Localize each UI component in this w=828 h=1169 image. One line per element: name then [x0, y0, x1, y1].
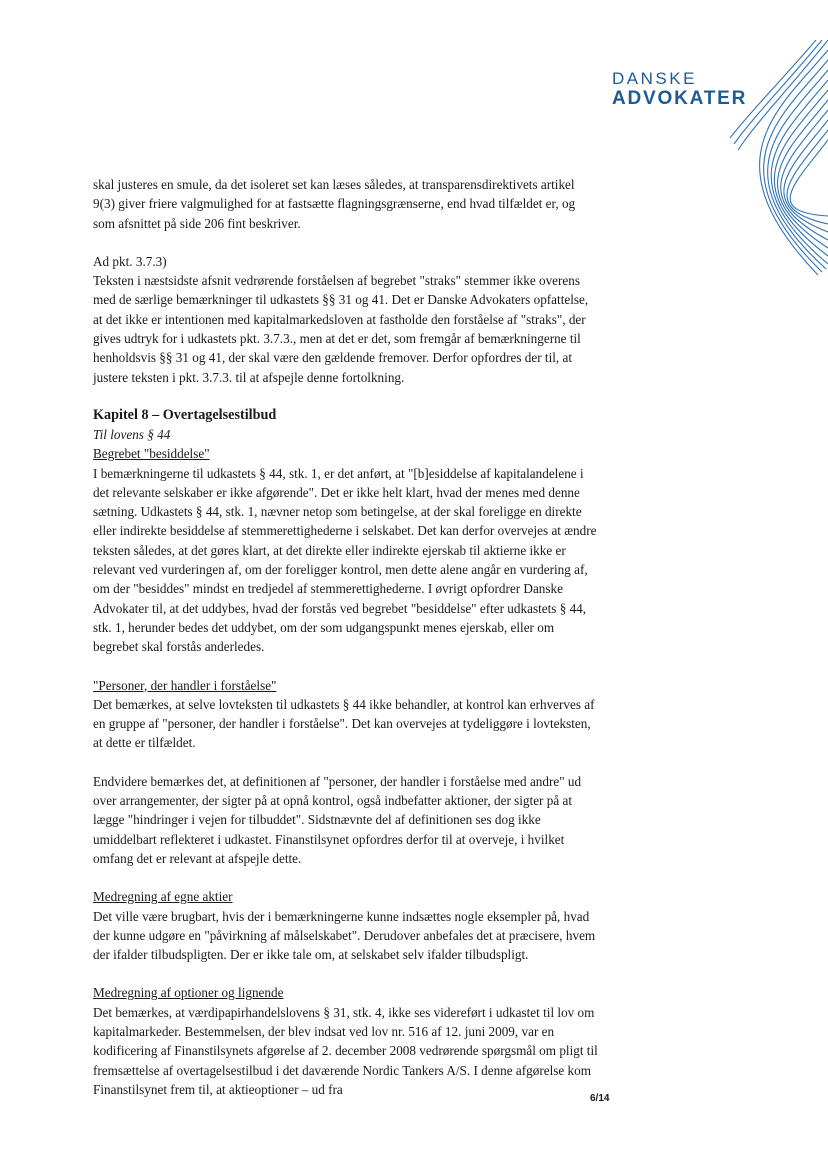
personer-body-2: Endvidere bemærkes det, at definitionen af "personer, der handler i forståelse med andre" ud over arrangementer, der sigter på at opnå kontrol, også indbefatter aktioner, der sigter på at lægge "hindringer i vejen for tilbuddet". Sidstnævnte del af definitionen ses dog ikke umiddelbart reflekteret i udkastet. Finanstilsynet opfordres derfor til at overveje, i hvilket omfang det er relevant at afspejle dette. [93, 773, 582, 866]
page-number: 6/14 [590, 1093, 610, 1104]
besiddelse-heading: Begrebet "besiddelse" [93, 446, 210, 462]
medregning-optioner-heading: Medregning af optioner og lignende [93, 985, 284, 1001]
ad-heading: Ad pkt. 3.7.3) [93, 253, 167, 269]
medregning-optioner-body: Det bemærkes, at værdipapirhandelslovens § 31, stk. 4, ikke ses videreført i udkastet til lov om kapitalmarkeder. Bestemmelsen, der blev indsat ved lov nr. 516 af 12. juni 2009, var en kodificering af Finanstilsynets afgørelse af 2. december 2008 vedrørende spørgsmål om pligt til fremsættelse af overtagelsestilbud i det daværende Nordic Tankers A/S. I denne afgørelse kom Finanstilsynet frem til, at aktieoptioner – ud fra [93, 1004, 598, 1097]
danske-advokater-logo [612, 70, 747, 108]
personer-body-1: Det bemærkes, at selve lovteksten til udkastets § 44 ikke behandler, at kontrol kan erhverves af en gruppe af "personer, der handler i forståelse". Det kan overvejes at tydeliggøre i lovteksten, at dette er tilfældet. [93, 696, 595, 751]
ad-body: Teksten i næstsidste afsnit vedrørende forståelsen af begrebet "straks" stemmer ikke overens med de særlige bemærkninger til udkastets §§ 31 og 41. Det er Danske Advokaters opfattelse, at det ikke er intentionen med kapitalmarkedsloven at fastholde den forståelse af "straks", der gives udtryk for i udkastets pkt. 3.7.3., men at det er det, som fremgår af bemærkningerne til henholdsvis §§ 31 og 41, der skal være den gældende fremover. Derfor opfordres der til, at justere teksten i pkt. 3.7.3. til at afspejle denne fortolkning. [93, 273, 589, 385]
chapter-subtitle: Til lovens § 44 [93, 426, 171, 442]
medregning-aktier-body: Det ville være brugbart, hvis der i bemærkningerne kunne indsættes nogle eksempler på, hvad der kunne udgøre en "påvirkning af målselskabet". Derudover anbefales det at præcisere, hvem der ifalder tilbudspligten. Der er ikke tale om, at selskabet selv ifalder tilbudspligt. [93, 908, 596, 963]
document-body [93, 175, 599, 1118]
logo-line-2: ADVOKATER [612, 88, 748, 109]
intro-paragraph: skal justeres en smule, da det isoleret set kan læses således, at transparensdirektivets artikel 9(3) giver friere valgmulighed for at fastsætte flagningsgrænserne, end hvad tilfældet er, og som afsnittet på side 206 fint beskriver. [93, 177, 576, 231]
logo-line-1: DANSKE [612, 69, 697, 88]
personer-heading: "Personer, der handler i forståelse" [93, 677, 277, 693]
medregning-aktier-heading: Medregning af egne aktier [93, 889, 233, 905]
chapter-title: Kapitel 8 – Overtagelsestilbud [93, 406, 277, 423]
besiddelse-body: I bemærkningerne til udkastets § 44, stk. 1, er det anført, at "[b]esiddelse af kapitalandelene i det relevante selskaber er ikke afgørende". Det er ikke helt klart, hvad der menes med denne sætning. Udkastets § 44, stk. 1, nævner netop som betingelse, at der skal foreligge en direkte eller indirekte besiddelse af stemmerettighederne i selskabet. Det kan derfor overvejes at ændre teksten således, at det gøres klart, at det direkte eller indirekte ejerskab til aktierne ikke er relevant ved vurderingen af, om der foreligger kontrol, men dette alene angår en vurdering af, om der "besiddes" mindst en tredjedel af stemmerettighederne. I øvrigt opfordrer Danske Advokater til, at det uddybes, hvad der forstås ved begrebet "besiddelse" efter udkastets § 44, stk. 1, herunder bedes det uddybet, om der som udgangspunkt menes ejerskab, eller om begrebet skal forstås anderledes. [93, 465, 597, 655]
